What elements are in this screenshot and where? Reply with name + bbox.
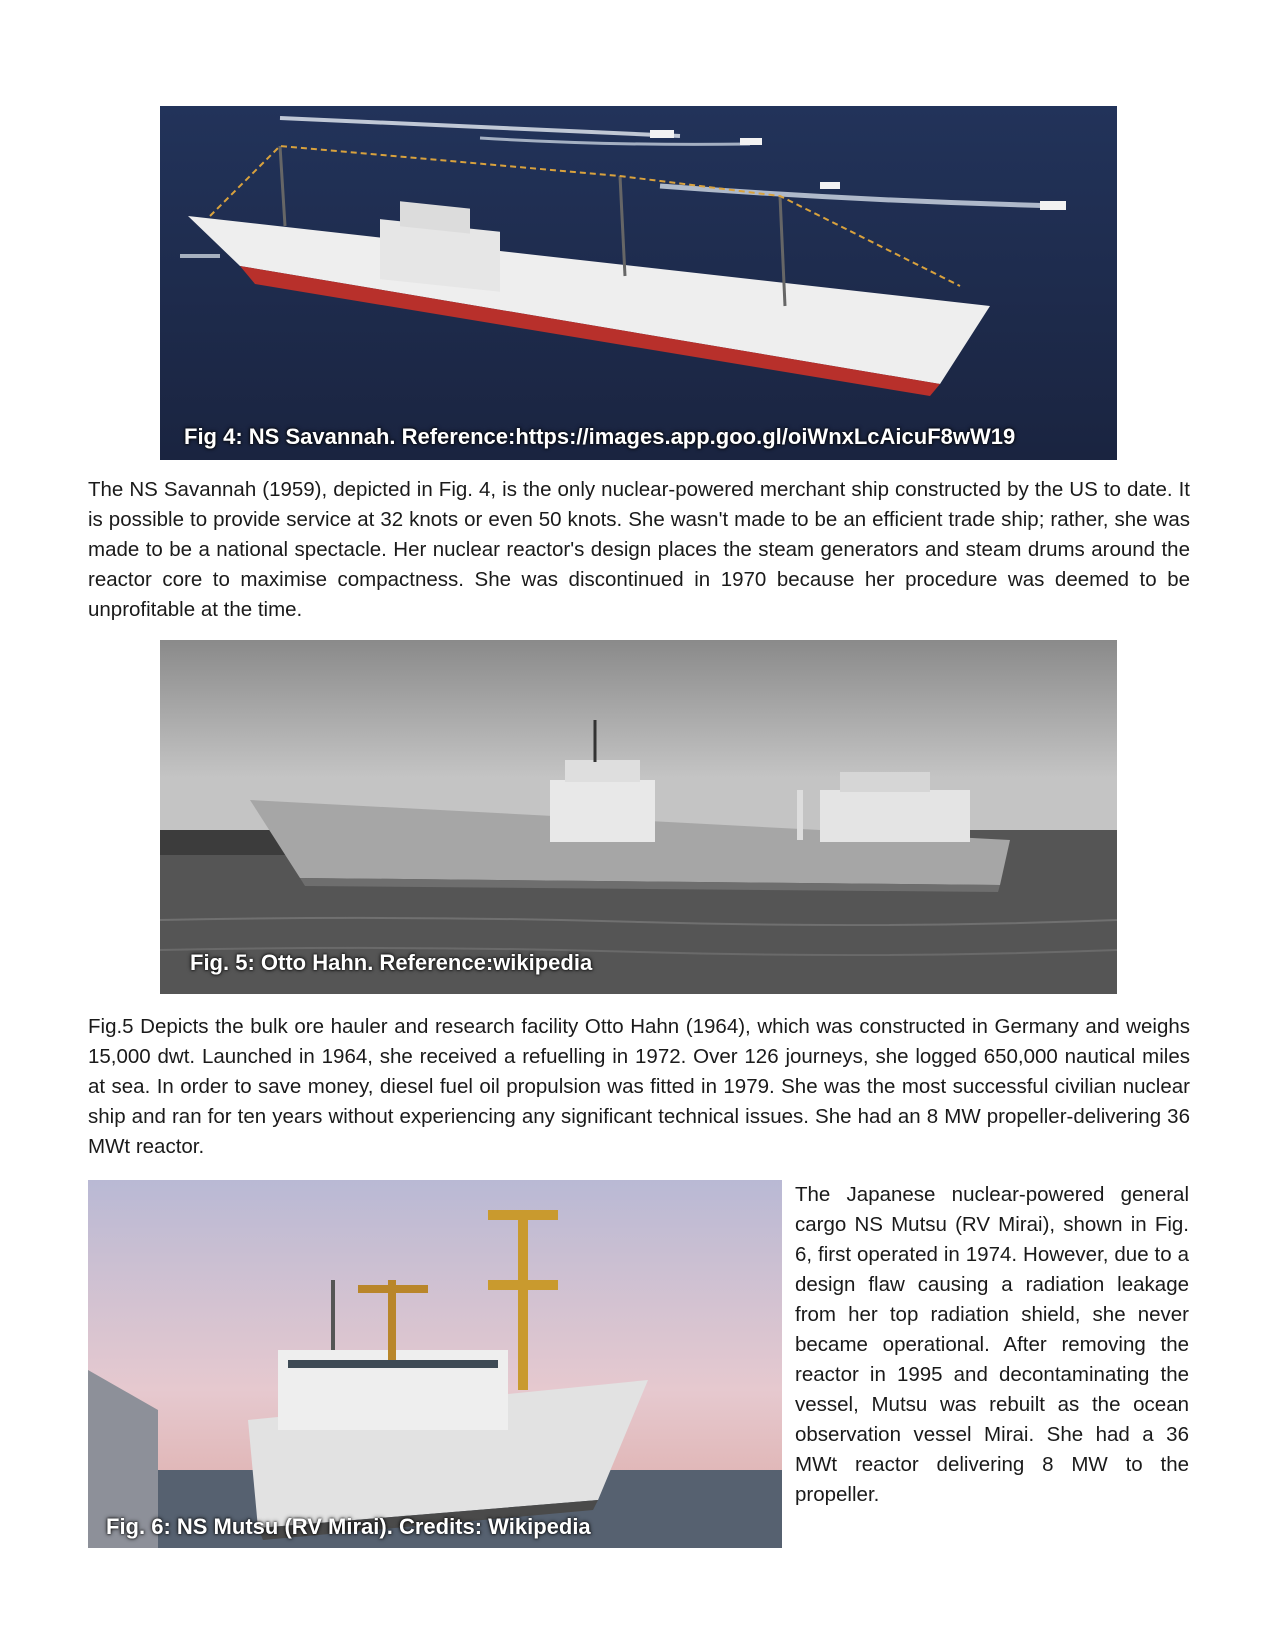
paragraph-otto-hahn: Fig.5 Depicts the bulk ore hauler and research facility Otto Hahn (1964), which was constructed in Germany and weighs 15,000 dwt. Launched in 1964, she received a refuelling in 1972. Over 126 journeys, she logged 650,000 nautical miles at sea. In order to save money, diesel fuel oil propulsion was fitted in 1979. She was the most successful civilian nuclear ship and ran for ten years without experiencing any significant technical issues. She had an 8 MW propeller-delivering 36 MWt reactor. (88, 1015, 1190, 1158)
figure-otto-hahn (160, 640, 1117, 994)
paragraph-mutsu: The Japanese nuclear-powered general cargo NS Mutsu (RV Mirai), shown in Fig. 6, first operated in 1974. However, due to a design flaw causing a radiation leakage from her top radiation shield, she never became operational. After removing the reactor in 1995 and decontaminating the vessel, Mutsu was rebuilt as the ocean observation vessel Mirai. She had a 36 MWt reactor delivering 8 MW to the propeller. (795, 1183, 1189, 1506)
figure-ns-savannah (160, 106, 1117, 460)
figure-caption: Fig. 6: NS Mutsu (RV Mirai). Credits: Wikipedia (106, 1514, 591, 1539)
paragraph-savannah: The NS Savannah (1959), depicted in Fig. 4, is the only nuclear-powered merchant ship constructed by the US to date. It is possible to provide service at 32 knots or even 50 knots. She wasn't made to be an efficient trade ship; rather, she was made to be a national spectacle. Her nuclear reactor's design places the steam generators and steam drums around the reactor core to maximise compactness. She was discontinued in 1970 because her procedure was deemed to be unprofitable at the time. (88, 478, 1190, 621)
ns-savannah-photo (160, 106, 1117, 460)
figure-ns-mutsu (88, 1180, 782, 1548)
otto-hahn-photo (160, 640, 1117, 994)
figure-caption: Fig 4: NS Savannah. Reference:https://images.app.goo.gl/oiWnxLcAicuF8wW19 (184, 424, 1016, 449)
ns-mutsu-photo (88, 1180, 782, 1548)
figure-caption: Fig. 5: Otto Hahn. Reference:wikipedia (190, 950, 593, 975)
